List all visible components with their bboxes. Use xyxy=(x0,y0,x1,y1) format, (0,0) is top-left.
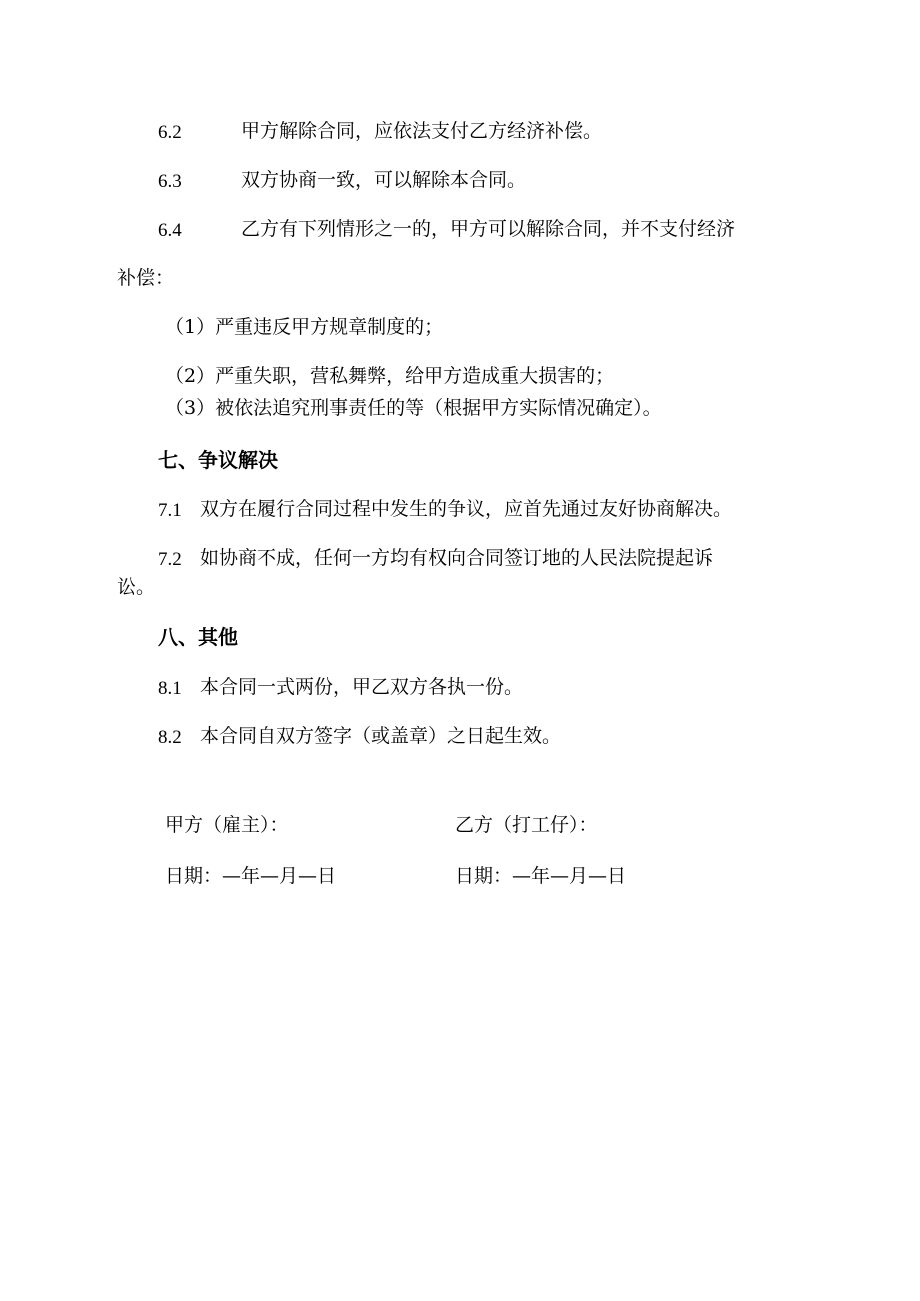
clause-7-2-continuation: 讼。 xyxy=(117,576,156,598)
section-8-heading: 八、其他 xyxy=(158,625,238,649)
clause-7-1-number: 7.1 xyxy=(158,500,182,521)
party-b-signature-label: 乙方（打工仔）： xyxy=(455,814,598,836)
subitem-2: （2）严重失职，营私舞弊，给甲方造成重大损害的； xyxy=(165,365,615,387)
party-a-date: 日期：—年—月—日 xyxy=(165,865,337,887)
clause-8-2-number: 8.2 xyxy=(158,727,182,748)
clause-7-2-text: 如协商不成，任何一方均有权向合同签订地的人民法院提起诉 xyxy=(200,547,714,569)
clause-6-4-number: 6.4 xyxy=(158,220,182,241)
clause-6-4-text: 乙方有下列情形之一的，甲方可以解除合同，并不支付经济 xyxy=(241,218,736,240)
section-7-heading: 七、争议解决 xyxy=(158,448,278,472)
clause-6-3-text: 双方协商一致，可以解除本合同。 xyxy=(241,169,527,191)
clause-8-1-text: 本合同一式两份，甲乙双方各执一份。 xyxy=(200,676,524,698)
party-b-date: 日期：—年—月—日 xyxy=(455,865,627,887)
clause-6-2-text: 甲方解除合同，应依法支付乙方经济补偿。 xyxy=(241,120,603,142)
clause-7-2-number: 7.2 xyxy=(158,549,182,570)
clause-7-1-text: 双方在履行合同过程中发生的争议，应首先通过友好协商解决。 xyxy=(200,498,733,520)
clause-8-2-text: 本合同自双方签字（或盖章）之日起生效。 xyxy=(200,725,562,747)
subitem-1: （1）严重违反甲方规章制度的； xyxy=(165,316,444,338)
clause-6-2-number: 6.2 xyxy=(158,122,182,143)
clause-6-3-number: 6.3 xyxy=(158,171,182,192)
clause-6-4-continuation: 补偿： xyxy=(117,267,175,289)
party-a-signature-label: 甲方（雇主）： xyxy=(165,814,289,836)
subitem-3: （3）被依法追究刑事责任的等（根据甲方实际情况确定）。 xyxy=(165,397,662,419)
clause-8-1-number: 8.1 xyxy=(158,678,182,699)
